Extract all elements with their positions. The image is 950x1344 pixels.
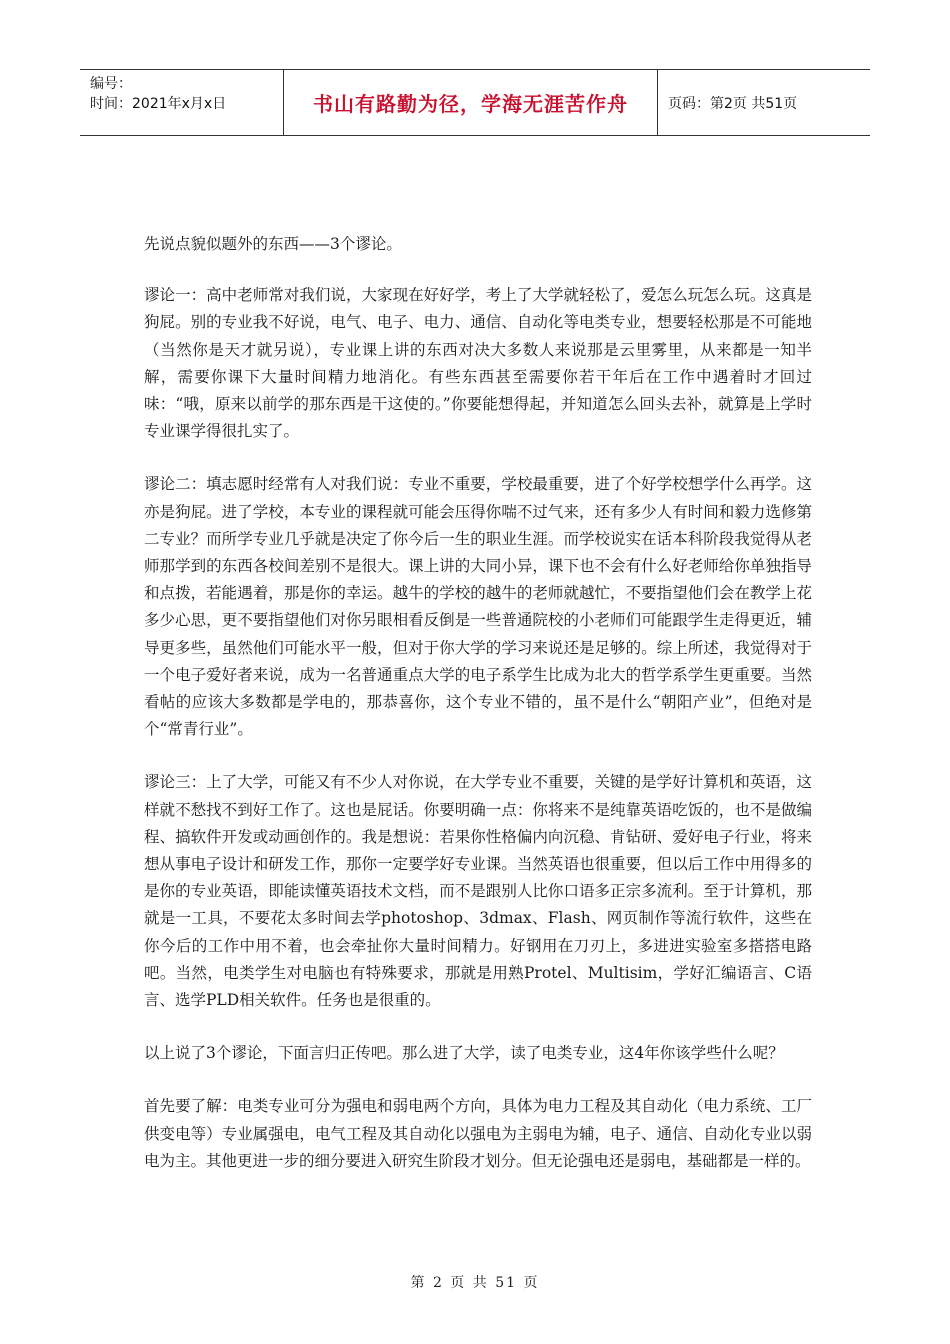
header-motto: 书山有路勤为径，学海无涯苦作舟 [284, 70, 658, 135]
document-number-label: 编号： [90, 76, 132, 92]
document-date: 时间：2021年x月x日 [90, 96, 227, 112]
header-meta [80, 70, 284, 135]
intro-paragraph: 先说点貌似题外的东西——3个谬论。 [144, 235, 402, 253]
header-page-info: 页码：第2页 共51页 [668, 95, 798, 112]
document-body [144, 231, 812, 1201]
page-footer: 第 2 页 共 51 页 [410, 1275, 540, 1291]
page-header [80, 69, 870, 136]
transition-paragraph: 以上说了3个谬论，下面言归正传吧。那么进了大学，读了电类专业，这4年你该学些什么呢？ [144, 1044, 784, 1063]
fallacy-two-paragraph: 谬论二：填志愿时经常有人对我们说：专业不重要，学校最重要，进了个好学校想学什么再学。这亦是狗屁。进了学校，本专业的课程就可能会压得你喘不过气来，还有多少人有时间和毅力选修第二专业？而所学专业几乎就是决定了你今后一生的职业生涯。而学校说实在话本科阶段我觉得从老师那学到的东西各校间差别不是很大。课上讲的大同小异，课下也不会有什么好老师给你单独指导和点拨，若能遇着，那是你的幸运。越牛的学校的越牛的老师就越忙，不要指望他们会在教学上花多少心思，更不要指望他们对你另眼相看反倒是一些普通院校的小老师们可能跟学生走得更近，辅导更多些，虽然他们可能水平一般，但对于你大学的学习来说还是足够的。综上所述，我觉得对于一个电子爱好者来说，成为一名普通重点大学的电子系学生比成为北大的哲学系学生更重要。当然看帖的应该大多数都是学电的，那恭喜你，这个专业不错的，虽不是什么“朝阳产业”，但绝对是个“常青行业”。 [144, 475, 812, 739]
fallacy-three-paragraph: 谬论三：上了大学，可能又有不少人对你说，在大学专业不重要，关键的是学好计算机和英语，这样就不愁找不到好工作了。这也是屁话。你要明确一点：你将来不是纯靠英语吃饭的，也不是做编程、搞软件开发或动画创作的。我是想说：若果你性格偏内向沉稳、肯钻研、爱好电子行业，将来想从事电子设计和研发工作，那你一定要学好专业课。当然英语也很重要，但以后工作中用得多的是你的专业英语，即能读懂英语技术文档，而不是跟别人比你口语多正宗多流利。至于计算机，那就是一工具，不要花太多时间去学photoshop、3dmax、Flash、网页制作等流行软件，这些在你今后的工作中用不着，也会牵扯你大量时间精力。好钢用在刀刃上，多进进实验室多搭搭电路吧。当然，电类学生对电脑也有特殊要求，那就是用熟Protel、Multisim，学好汇编语言、C语言、选学PLD相关软件。任务也是很重的。 [144, 773, 812, 1010]
electrical-overview-paragraph: 首先要了解：电类专业可分为强电和弱电两个方向，具体为电力工程及其自动化（电力系统、工厂供变电等）专业属强电，电气工程及其自动化以强电为主弱电为辅，电子、通信、自动化专业以弱电为主。其他更进一步的细分要进入研究生阶段才划分。但无论强电还是弱电，基础都是一样的。 [144, 1097, 812, 1170]
fallacy-one-paragraph: 谬论一：高中老师常对我们说，大家现在好好学，考上了大学就轻松了，爱怎么玩怎么玩。这真是狗屁。别的专业我不好说，电气、电子、电力、通信、自动化等电类专业，想要轻松那是不可能地（当然你是天才就另说），专业课上讲的东西对决大多数人来说那是云里雾里，从来都是一知半解，需要你课下大量时间精力地消化。有些东西甚至需要你若干年后在工作中遇着时才回过味：“哦，原来以前学的那东西是干这使的。”你要能想得起，并知道怎么回头去补，就算是上学时专业课学得很扎实了。 [144, 286, 812, 441]
